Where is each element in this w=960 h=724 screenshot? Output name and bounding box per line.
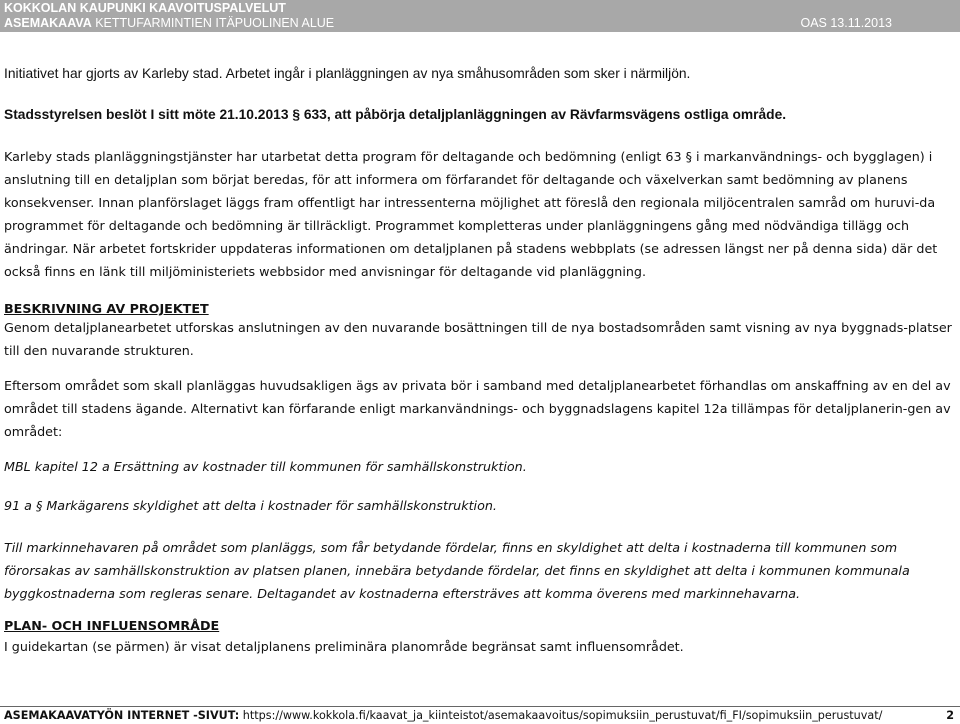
law-reference-chapter: MBL kapitel 12 a Ersättning av kostnader till kommunen för samhällskonstruktion.: [4, 459, 527, 474]
footer-url-link[interactable]: https://www.kokkola.fi/kaavat_ja_kiinteistot/asemakaavoitus/sopimuksiin_perustuvat/fi_FI/sopimuksiin_perustuvat/: [242, 709, 883, 722]
decision-paragraph: Stadsstyrelsen beslöt I sitt möte 21.10.2013 § 633, att påbörja detaljplanläggningen av Rävfarmsvägens ostliga område.: [4, 107, 787, 122]
header-plan: [4, 16, 334, 30]
header-date: OAS 13.11.2013: [800, 16, 892, 30]
project-paragraph-2: Eftersom området som skall planläggas huvudsakligen ägs av privata bör i samband med detaljplanearbetet förhandlas om anskaffning av en del av området till stadens ägande. Alternativt kan förfarande enligt markanvändnings- och byggnadslagens kapitel 12a tillämpas för detaljplanerin-gen av området:: [4, 378, 951, 439]
page-number: 2: [946, 709, 954, 722]
plan-area-paragraph: I guidekartan (se pärmen) är visat detaljplanens preliminära planområde begränsat samt influensområdet.: [4, 639, 684, 654]
law-explanation: Till markinnehavaren på området som planläggs, som får betydande fördelar, finns en skyldighet att delta i kostnaderna till kommunen som förorsakas av samhällskonstruktion av platsen planen, innebära betydande fördelar, det finns en skyldighet att delta i kommunen kommunala byggkostnaderna som regleras senare. Deltagandet av kostnaderna eftersträves att komma överens med markinnehavarna.: [4, 540, 910, 601]
page-footer: [0, 706, 960, 724]
footer-divider: [0, 706, 960, 707]
header-organization: KOKKOLAN KAUPUNKI KAAVOITUSPALVELUT: [4, 1, 286, 15]
footer-label: ASEMAKAAVATYÖN INTERNET -SIVUT:: [4, 709, 240, 722]
section-heading-project: BESKRIVNING AV PROJEKTET: [4, 301, 209, 316]
header-plan-area: KETTUFARMINTIEN ITÄPUOLINEN ALUE: [95, 16, 335, 30]
header-plan-label: ASEMAKAAVA: [4, 16, 92, 30]
footer-web-info: [4, 709, 882, 722]
law-reference-section: 91 a § Markägarens skyldighet att delta i kostnader för samhällskonstruktion.: [4, 498, 497, 513]
intro-paragraph: Initiativet har gjorts av Karleby stad. Arbetet ingår i planläggningen av nya småhusområden som sker i närmiljön.: [4, 66, 691, 81]
project-paragraph-1: Genom detaljplanearbetet utforskas anslutningen av den nuvarande bosättningen till de nya bostadsområden samt visning av nya byggnads-platser till den nuvarande strukturen.: [4, 320, 952, 358]
section-heading-plan-area: PLAN- OCH INFLUENSOMRÅDE: [4, 618, 220, 633]
program-paragraph: Karleby stads planläggningstjänster har utarbetat detta program för deltagande och bedömning (enligt 63 § i markanvändnings- och bygglagen) i anslutning till en detaljplan som börjat beredas, för att informera om förfarandet för deltagande och växelverkan samt bedömning av planens konsekvenser. Innan planförslaget läggs fram offentligt har intressenterna möjlighet att föreslå den regionala miljöcentralen samråd om huruvi-da programmet för deltagande och bedömning är tillräckligt. Programmet kompletteras under planläggningens gång med nödvändiga tillägg och ändringar. När arbetet fortskrider uppdateras informationen om detaljplanen på stadens webbplats (se adressen längst ner på denna sida) där det också finns en länk till miljöministeriets webbsidor med anvisningar för deltagande vid planläggning.: [4, 149, 938, 279]
page-header: [0, 0, 960, 32]
